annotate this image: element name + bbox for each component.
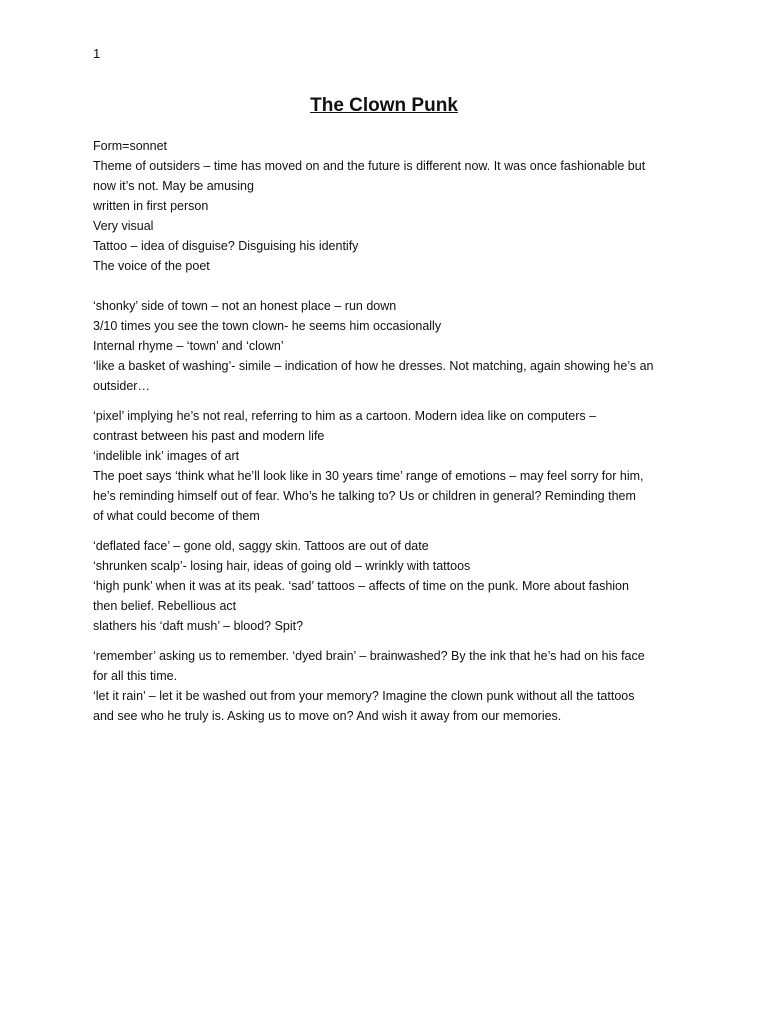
text-line: slathers his ‘daft mush’ – blood? Spit? [93,619,304,633]
text-line: ‘like a basket of washing’- simile – indication of how he dresses. Not matching, again showing he’s an [93,359,654,373]
text-line: ‘remember’ asking us to remember. ‘dyed brain’ – brainwashed? By the ink that he’s had on his face [93,649,645,663]
text-line: ‘let it rain’ – let it be washed out from your memory? Imagine the clown punk without all the tattoos [93,689,635,703]
text-line: 3/10 times you see the town clown- he seems him occasionally [93,319,442,333]
text-line: ‘high punk’ when it was at its peak. ‘sad’ tattoos – affects of time on the punk. More about fashion [93,579,629,593]
page-number: 1 [93,46,101,61]
text-line: ‘shrunken scalp’- losing hair, ideas of going old – wrinkly with tattoos [93,559,471,573]
text-line: The voice of the poet [93,259,210,273]
text-line: ‘indelible ink’ images of art [93,449,240,463]
text-line: contrast between his past and modern life [93,429,325,443]
text-line: The poet says ‘think what he’ll look like in 30 years time’ range of emotions – may feel sorry for him, [93,469,644,483]
text-line: Form=sonnet [93,139,167,153]
text-line: Very visual [93,219,154,233]
text-line: then belief. Rebellious act [93,599,237,613]
text-line: ‘deflated face’ – gone old, saggy skin. Tattoos are out of date [93,539,429,553]
text-line: he’s reminding himself out of fear. Who’s he talking to? Us or children in general? Reminding them [93,489,636,503]
text-line: and see who he truly is. Asking us to move on? And wish it away from our memories. [93,709,562,723]
text-line: ‘shonky’ side of town – not an honest place – run down [93,299,397,313]
text-line: ‘pixel’ implying he’s not real, referring to him as a cartoon. Modern idea like on computers – [93,409,597,423]
text-line: Tattoo – idea of disguise? Disguising his identify [93,239,359,253]
document-body [93,136,693,726]
paragraph-gap [93,396,693,406]
paragraph-gap [93,276,693,296]
text-line: for all this time. [93,669,178,683]
paragraph-gap [93,636,693,646]
text-line: written in first person [93,199,209,213]
text-line: of what could become of them [93,509,260,523]
document-title: The Clown Punk [310,95,458,116]
text-line: Theme of outsiders – time has moved on and the future is different now. It was once fashionable but [93,159,646,173]
text-line: Internal rhyme – ‘town’ and ‘clown’ [93,339,284,353]
text-line: now it’s not. May be amusing [93,179,254,193]
paragraph-gap [93,526,693,536]
text-line: outsider… [93,379,150,393]
